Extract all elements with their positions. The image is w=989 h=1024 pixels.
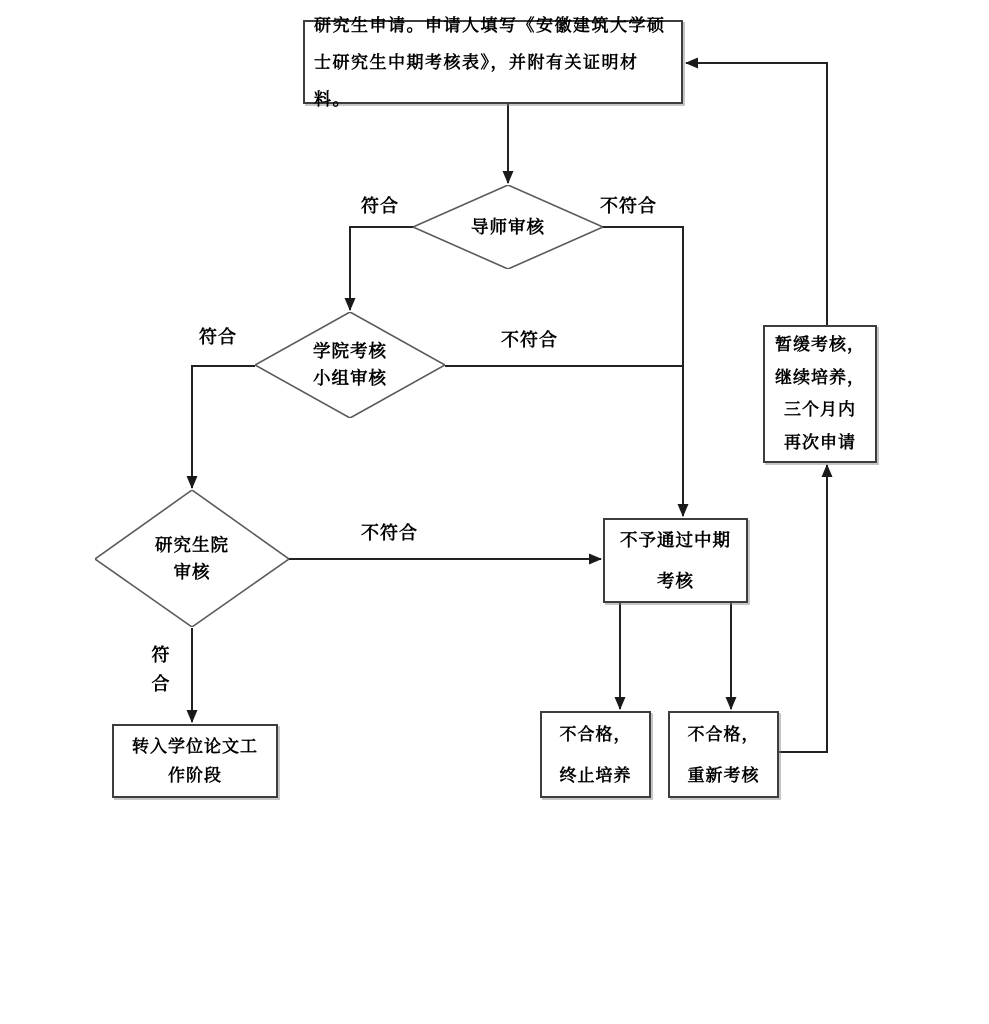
grad-school-review-line2: 审核: [173, 561, 211, 582]
flow-node-fail-midterm: [603, 518, 748, 603]
thesis-stage-line2: 作阶段: [168, 766, 222, 785]
edge-reassess-to-defer: [778, 465, 827, 752]
terminate-line2: 终止培养: [559, 765, 632, 785]
edge-label-college-fail: 不符合: [501, 330, 558, 350]
edge-label-tutor-pass: 符合: [361, 196, 399, 216]
grad-school-review-line1: 研究生院: [155, 534, 229, 555]
terminate-line1: 不合格，: [559, 724, 632, 744]
defer-line3: 三个月内: [784, 400, 856, 419]
flow-node-college-review: [255, 312, 445, 418]
flow-node-thesis-stage: [112, 724, 278, 798]
defer-line1: 暂缓考核，: [775, 335, 865, 354]
grad-school-review-label: [95, 490, 289, 627]
flow-node-defer: [763, 325, 877, 463]
edge-defer-to-apply: [686, 63, 827, 325]
flow-node-terminate: [540, 711, 651, 798]
flow-node-reassess: [668, 711, 779, 798]
edge-tutor-pass: [350, 227, 414, 310]
thesis-stage-line1: 转入学位论文工: [132, 737, 258, 756]
flow-node-tutor-review: [413, 185, 603, 269]
edge-label-grad-pass: 符合: [151, 645, 171, 694]
edge-tutor-fail: [602, 227, 683, 516]
reassess-line2: 重新考核: [687, 765, 760, 785]
college-review-label: [255, 312, 445, 418]
flow-node-grad-school-review: [95, 490, 289, 627]
tutor-review-label: [413, 185, 603, 269]
defer-line4: 再次申请: [784, 432, 856, 452]
reassess-line1: 不合格，: [687, 724, 760, 744]
fail-midterm-line2: 考核: [657, 570, 694, 591]
tutor-review-line1: 导师审核: [471, 216, 545, 237]
college-review-line2: 小组审核: [313, 368, 387, 388]
edge-label-grad-fail: 不符合: [361, 523, 418, 543]
fail-midterm-line1: 不予通过中期: [620, 529, 731, 550]
edge-label-college-pass: 符合: [199, 327, 237, 347]
flow-node-apply: [303, 15, 683, 109]
defer-line2: 继续培养，: [775, 367, 865, 387]
edge-label-tutor-fail: 不符合: [600, 196, 657, 216]
college-review-line1: 学院考核: [313, 341, 387, 361]
apply-text-line2: 士研究生中期考核表》，并附有关证明材料。: [314, 52, 639, 109]
edge-college-pass: [192, 366, 255, 488]
apply-text-line1: 研究生申请。申请人填写《安徽建筑大学硕: [314, 15, 666, 35]
